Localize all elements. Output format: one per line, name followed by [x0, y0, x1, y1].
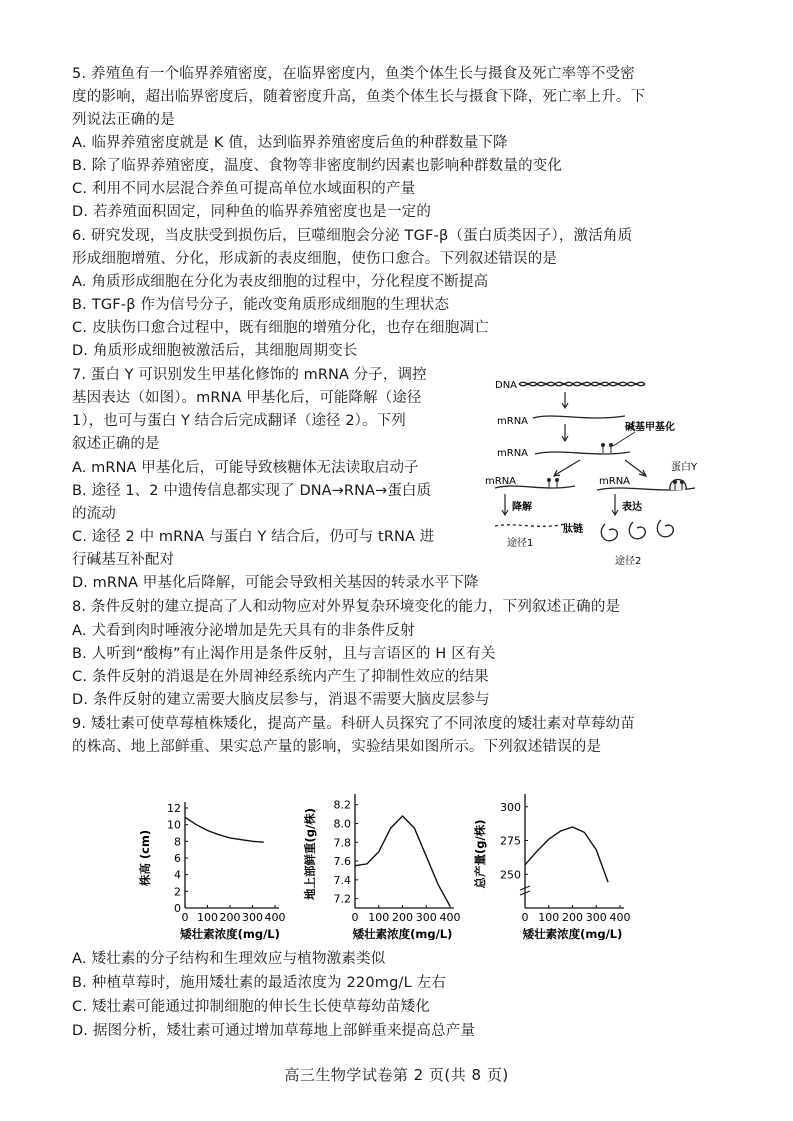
x-tick-label: 300: [585, 911, 607, 924]
x-tick-label: 0: [181, 911, 189, 924]
y-tick-label: 4: [174, 868, 181, 882]
q7-option-b: B. 途径 1、2 中遗传信息都实现了 DNA→RNA→蛋白质: [72, 483, 432, 499]
q9-option-c: C. 矮壮素可能通过抑制细胞的伸长生长使草莓幼苗矮化: [72, 999, 431, 1015]
mrna-strand: [535, 452, 630, 454]
q5-option-d: D. 若养殖面积固定，同种鱼的临界养殖密度也是一定的: [72, 204, 432, 220]
q9-option-d: D. 据图分析，矮壮素可通过增加草莓地上部鲜重来提高总产量: [72, 1023, 476, 1039]
q5-stem-line: 度的影响，超出临界密度后，随着密度升高，鱼类个体生长与摄食下降，死亡率上升。下: [72, 89, 646, 105]
x-axis-label: 矮壮素浓度(mg/L): [180, 927, 280, 940]
dna-label: DNA: [495, 380, 518, 391]
y-tick-label: 7.8: [333, 836, 351, 850]
q7-stem-line: 1），也可与蛋白 Y 结合后完成翻译（途径 2）。下列: [72, 413, 406, 429]
x-axis-label: 矮壮素浓度(mg/L): [352, 927, 453, 940]
series-line: [525, 827, 608, 882]
q6-stem-line: 形成细胞增殖、分化，形成新的表皮细胞，使伤口愈合。下列叙述错误的是: [72, 251, 558, 267]
q9-stem-line: 的株高、地上部鲜重、果实总产量的影响，实验结果如图所示。下列叙述错误的是: [72, 739, 602, 755]
mrna-strand: [495, 486, 575, 488]
q7-option-a: A. mRNA 甲基化后，可能导致核糖体无法读取启动子: [72, 460, 419, 476]
x-tick-label: 400: [264, 911, 286, 924]
y-tick-label: 7.6: [333, 855, 351, 869]
y-tick-label: 10: [167, 818, 181, 832]
x-tick-label: 400: [609, 911, 631, 924]
q8-option-a: A. 犬看到肉时唾液分泌增加是先天具有的非条件反射: [72, 623, 415, 639]
mrna-label: mRNA: [599, 476, 631, 487]
q7-stem-line: 7. 蛋白 Y 可识别发生甲基化修饰的 mRNA 分子，调控: [72, 367, 427, 383]
y-tick-label: 275: [500, 834, 521, 848]
q8-option-c: C. 条件反射的消退是在外周神经系统内产生了抑制性效应的结果: [72, 669, 489, 685]
degraded-mrna: [495, 524, 565, 526]
arrow-icon: [555, 460, 580, 475]
x-tick-label: 100: [368, 911, 390, 924]
y-tick-label: 8.0: [333, 817, 351, 831]
x-tick-label: 0: [351, 911, 359, 924]
methyl-mark-icon: [547, 478, 559, 488]
protein-y-label: 蛋白Y: [671, 462, 698, 473]
q7-option-d: D. mRNA 甲基化后降解，可能会导致相关基因的转录水平下降: [72, 575, 479, 591]
y-tick-label: 7.4: [333, 873, 351, 887]
peptide-label: 肽链: [563, 524, 583, 535]
x-tick-label: 300: [415, 911, 437, 924]
q7-mrna-diagram: [485, 372, 725, 572]
q6-option-d: D. 角质形成细胞被激活后，其细胞周期变长: [72, 343, 358, 359]
q6-option-c: C. 皮肤伤口愈合过程中，既有细胞的增殖分化，也存在细胞凋亡: [72, 320, 489, 336]
plant-height-chart: [135, 790, 295, 940]
fresh-weight-chart: [300, 790, 470, 940]
mrna-strand: [533, 416, 625, 418]
q7-stem-line: 基因表达（如图）。mRNA 甲基化后，可能降解（途径: [72, 390, 422, 406]
q9-option-b: B. 种植草莓时，施用矮壮素的最适浓度为 220mg/L 左右: [72, 975, 447, 991]
path1-label: 途径1: [507, 538, 534, 549]
mrna-label: mRNA: [485, 476, 517, 487]
dna-double-helix: [519, 382, 645, 385]
y-tick-label: 12: [167, 802, 181, 815]
q5-option-a: A. 临界养殖密度就是 K 值，达到临界养殖密度后鱼的种群数量下降: [72, 135, 508, 151]
y-axis-label: 株高 (cm): [138, 829, 152, 887]
x-tick-label: 0: [521, 911, 529, 924]
path2-label: 途径2: [615, 556, 642, 567]
q7-option-c: C. 途径 2 中 mRNA 与蛋白 Y 结合后，仍可与 tRNA 进: [72, 529, 435, 545]
methyl-mark-icon: [601, 443, 613, 453]
y-axis-label: 总产量(g/株): [473, 819, 487, 889]
total-yield-chart: [470, 790, 640, 940]
y-tick-label: 2: [174, 885, 181, 899]
q7-stem-line: 叙述正确的是: [72, 436, 160, 452]
q8-stem-line: 8. 条件反射的建立提高了人和动物应对外界复杂环境变化的能力，下列叙述正确的是: [72, 599, 621, 615]
y-axis-label: 地上部鲜重(g/株): [303, 808, 317, 900]
q7-option-c-cont: 行碱基互补配对: [72, 552, 175, 568]
x-tick-label: 200: [562, 911, 583, 924]
series-line: [355, 816, 450, 906]
y-tick-label: 300: [500, 800, 521, 814]
q6-stem-line: 6. 研究发现，当皮肤受到损伤后，巨噬细胞会分泌 TGF-β（蛋白质类因子），激活角质: [72, 228, 633, 244]
x-tick-label: 100: [538, 911, 560, 924]
y-tick-label: 8: [174, 835, 181, 849]
mrna-label: mRNA: [497, 416, 529, 427]
y-tick-label: 0: [174, 902, 181, 915]
degrade-label: 降解: [512, 502, 532, 513]
y-tick-label: 250: [500, 868, 521, 882]
q5-stem-line: 5. 养殖鱼有一个临界养殖密度，在临界密度内，鱼类个体生长与摄食及死亡率等不受密: [72, 66, 635, 82]
protein-y-icon: [670, 480, 686, 491]
x-tick-label: 200: [392, 911, 413, 924]
q6-option-a: A. 角质形成细胞在分化为表皮细胞的过程中，分化程度不断提高: [72, 274, 489, 290]
q5-option-c: C. 利用不同水层混合养鱼可提高单位水域面积的产量: [72, 181, 416, 197]
methylation-label: 碱基甲基化: [625, 422, 675, 433]
page-footer: 高三生物学试卷第 2 页(共 8 页): [284, 1066, 509, 1084]
q6-option-b: B. TGF-β 作为信号分子，能改变角质形成细胞的生理状态: [72, 297, 450, 313]
mrna-label: mRNA: [497, 448, 529, 459]
q9-option-a: A. 矮壮素的分子结构和生理效应与植物激素类似: [72, 951, 386, 967]
q8-option-b: B. 人听到“酸梅”有止渴作用是条件反射，且与言语区的 H 区有关: [72, 646, 496, 662]
x-tick-label: 100: [197, 911, 218, 924]
peptide-chain-icon: [601, 520, 673, 541]
q9-stem-line: 9. 矮壮素可使草莓植株矮化，提高产量。科研人员探究了不同浓度的矮壮素对草莓幼苗: [72, 716, 635, 732]
arrow-icon: [625, 460, 645, 475]
q8-option-d: D. 条件反射的建立需要大脑皮层参与，消退不需要大脑皮层参与: [72, 692, 490, 708]
y-tick-label: 6: [174, 852, 181, 865]
y-tick-label: 8.2: [333, 798, 351, 812]
x-tick-label: 200: [219, 911, 241, 924]
x-tick-label: 300: [242, 911, 263, 924]
q5-option-b: B. 除了临界养殖密度，温度、食物等非密度制约因素也影响种群数量的变化: [72, 158, 563, 174]
series-line: [185, 817, 264, 842]
y-tick-label: 7.2: [333, 892, 351, 906]
x-axis-label: 矮壮素浓度(mg/L): [522, 927, 623, 940]
x-tick-label: 400: [439, 911, 461, 924]
express-label: 表达: [622, 502, 642, 513]
q5-stem-line: 列说法正确的是: [72, 112, 175, 128]
q7-option-b-cont: 的流动: [72, 506, 116, 522]
